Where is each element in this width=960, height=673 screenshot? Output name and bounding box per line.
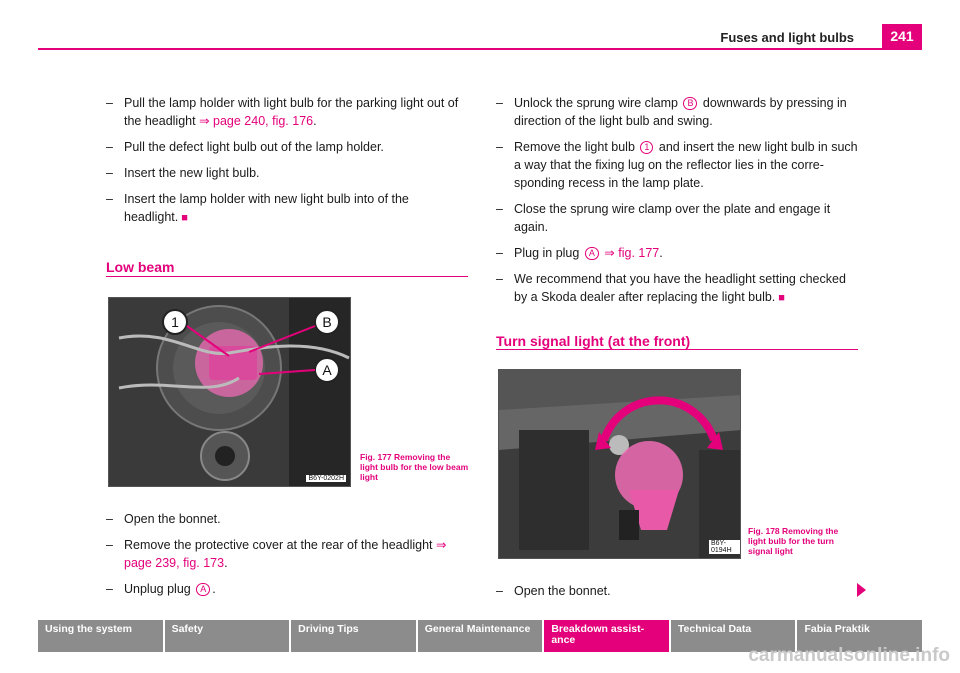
tab-safety[interactable]: Safety — [165, 620, 290, 652]
component-tag: B — [683, 97, 697, 110]
step-item: – Open the bonnet. — [496, 582, 861, 600]
cross-reference-link[interactable]: ⇒ page 240, fig. 176 — [199, 114, 314, 128]
tab-driving-tips[interactable]: Driving Tips — [291, 620, 416, 652]
right-steps-top — [496, 94, 861, 315]
right-steps-bottom — [496, 582, 861, 608]
figure-code: B6Y-0194H — [709, 540, 740, 554]
figure-caption: Fig. 177 Removing the light bulb for the low beam light — [360, 452, 469, 482]
callout-label-b: B — [322, 314, 332, 330]
step-item: – Pull the defect light bulb out of the lamp holder. — [106, 138, 471, 156]
step-item: – Plug in plug A ⇒ fig. 177. — [496, 244, 861, 262]
section-end-mark-icon: ■ — [181, 212, 188, 224]
step-item: – Unplug plug A . — [106, 580, 471, 598]
cross-reference-link[interactable]: ⇒ fig. 177 — [600, 246, 660, 260]
page-number: 241 — [882, 24, 922, 48]
page-header-title: Fuses and light bulbs — [720, 30, 854, 45]
step-item: – Pull the lamp holder with light bulb for the parking light out of the headlight ⇒ page 240, fig. 176. — [106, 94, 471, 130]
component-tag: A — [585, 247, 599, 260]
turn-signal-illustration — [499, 370, 741, 559]
step-item: – Insert the lamp holder with new light bulb into of the headlight. ■ — [106, 190, 471, 227]
step-item: – Open the bonnet. — [106, 510, 471, 528]
step-item: – Remove the protective cover at the rear of the headlight ⇒ page 239, fig. 173. — [106, 536, 471, 572]
figure-turn-signal-photo — [498, 369, 741, 559]
component-tag: 1 — [640, 141, 653, 154]
step-item: – Close the sprung wire clamp over the plate and engage it again. — [496, 200, 861, 236]
next-page-arrow-icon[interactable] — [857, 583, 866, 597]
step-item: – Insert the new light bulb. — [106, 164, 471, 182]
header-divider — [38, 48, 922, 50]
figure-low-beam-photo — [108, 297, 351, 487]
section-title-turn-signal: Turn signal light (at the front) — [496, 333, 691, 349]
step-item: – We recommend that you have the headlight setting checked by a Skoda dealer after replacing the light bulb. ■ — [496, 270, 861, 307]
section-title-low-beam: Low beam — [106, 259, 175, 275]
step-item: – Unlock the sprung wire clamp B downwards by pressing in direction of the light bulb and swing. — [496, 94, 861, 130]
headlight-illustration — [109, 298, 351, 487]
tab-breakdown-assistance[interactable]: Breakdown assist-ance — [544, 620, 669, 652]
left-steps-bottom — [106, 510, 471, 606]
tab-general-maintenance[interactable]: General Maintenance — [418, 620, 543, 652]
section-end-mark-icon: ■ — [778, 292, 785, 304]
step-item: – Remove the light bulb 1 and insert the new light bulb in such a way that the fixing lug on the reflector lies in the corre-sponding recess in the lamp plate. — [496, 138, 861, 192]
figure-caption: Fig. 178 Removing the light bulb for the turn signal light — [748, 526, 839, 556]
section-divider — [496, 349, 858, 350]
watermark: carmanualsonline.info — [748, 645, 950, 666]
section-divider — [106, 276, 468, 277]
tab-using-the-system[interactable]: Using the system — [38, 620, 163, 652]
figure-code: B6Y-0202H — [308, 475, 344, 482]
component-tag: A — [196, 583, 210, 596]
callout-label-a: A — [322, 362, 332, 378]
tab-fabia-praktik[interactable]: Fabia Praktik — [797, 620, 922, 652]
left-steps-top — [106, 94, 471, 235]
cross-reference-link[interactable]: ⇒ page 239, fig. 173 — [124, 538, 447, 570]
tab-technical-data[interactable]: Technical Data — [671, 620, 796, 652]
callout-label-1: 1 — [171, 314, 179, 330]
